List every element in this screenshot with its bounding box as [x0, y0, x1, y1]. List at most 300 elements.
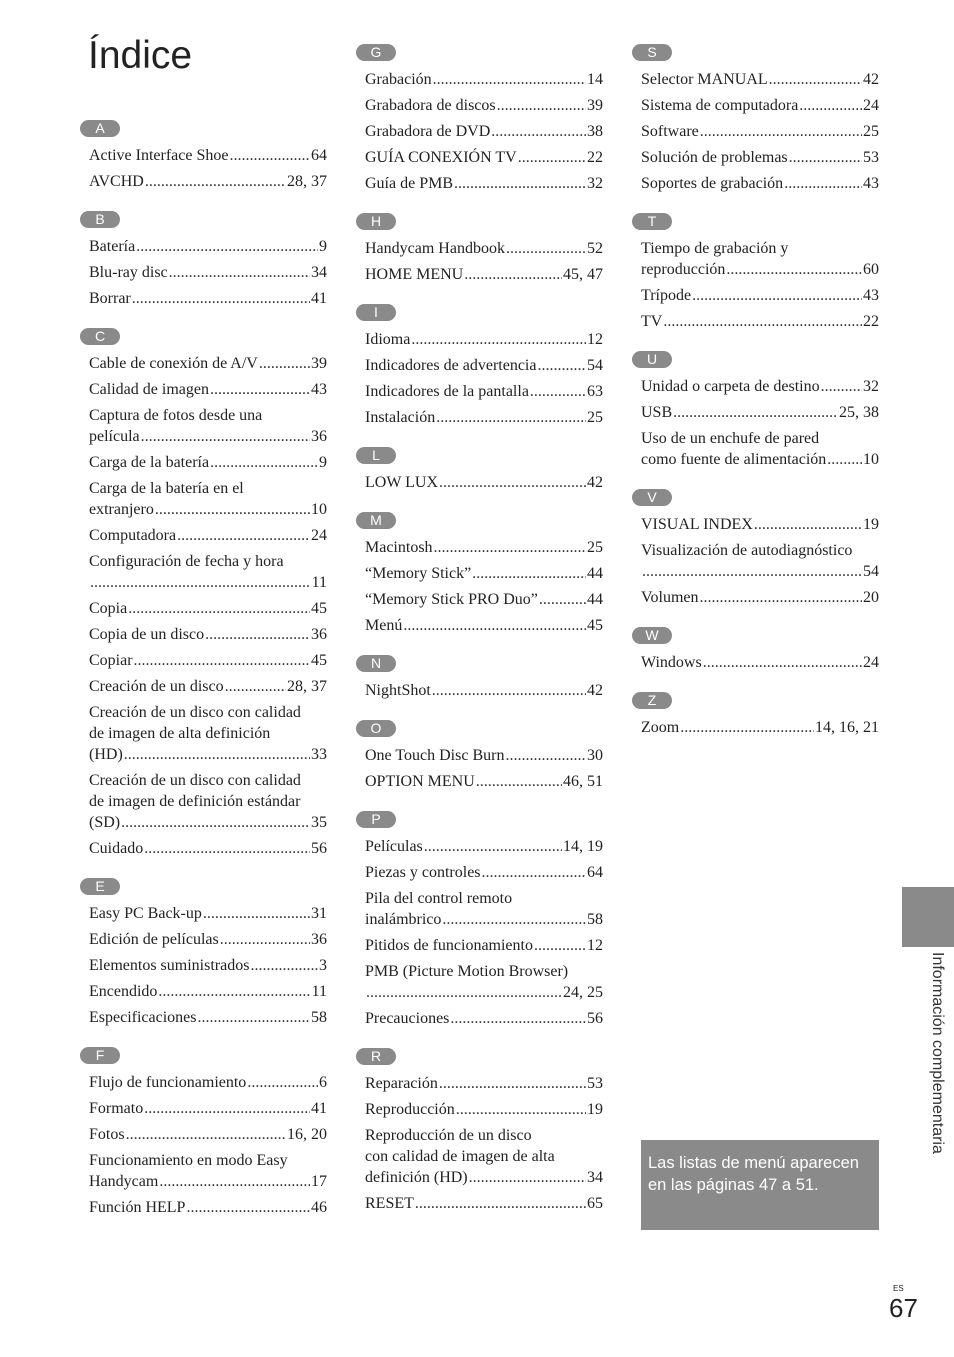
index-entry — [365, 613, 603, 639]
page-number: 67 — [889, 1293, 918, 1323]
index-entry — [365, 1097, 603, 1123]
entry-page-ref: 42 — [587, 682, 603, 699]
entry-line — [89, 145, 327, 166]
dot-leader — [482, 862, 586, 883]
index-entry — [641, 119, 879, 145]
dot-leader — [415, 1193, 586, 1214]
entry-page-ref: 28, 37 — [287, 173, 327, 190]
index-entry — [641, 93, 879, 119]
index-entry — [641, 236, 879, 283]
dot-leader — [663, 311, 862, 332]
entry-text-line: PMB (Picture Motion Browser) — [365, 963, 569, 980]
index-entry — [89, 234, 327, 260]
entry-page-ref: 24 — [863, 97, 879, 114]
entry-text: Indicadores de advertencia — [365, 357, 537, 374]
section-tab-marker — [902, 887, 954, 947]
dot-leader — [247, 1072, 318, 1093]
entry-line — [365, 381, 603, 402]
dot-leader — [537, 355, 586, 376]
entry-line — [641, 173, 879, 194]
entry-line — [365, 589, 603, 610]
index-entry — [89, 169, 327, 195]
dot-leader — [203, 903, 310, 924]
section-letter-badge: R — [356, 1048, 396, 1065]
entry-text: AVCHD — [89, 173, 144, 190]
entry-line — [365, 238, 603, 259]
entry-line — [365, 680, 603, 701]
entry-page-ref: 14 — [587, 71, 603, 88]
index-entry — [89, 549, 327, 596]
dot-leader — [158, 981, 310, 1002]
entry-page-ref: 56 — [311, 840, 327, 857]
entry-line — [365, 173, 603, 194]
section-letter-badge: P — [356, 811, 396, 828]
entry-page-ref: 36 — [311, 428, 327, 445]
entry-line — [89, 452, 327, 473]
entry-text: NightShot — [365, 682, 431, 699]
entry-page-ref: 11 — [311, 983, 327, 1000]
entry-text: Solución de problemas — [641, 149, 788, 166]
entry-line — [365, 472, 603, 493]
entry-page-ref: 52 — [587, 240, 603, 257]
entry-text-line: con calidad de imagen de alta — [365, 1148, 555, 1165]
index-entry — [365, 678, 603, 704]
section-letter-badge: G — [356, 44, 396, 61]
index-entry — [365, 1006, 603, 1032]
dot-leader — [177, 525, 310, 546]
index-entry — [89, 596, 327, 622]
entry-line — [89, 353, 327, 374]
entry-text: Menú — [365, 617, 403, 634]
entry-line — [641, 402, 879, 423]
entry-page-ref: 45 — [311, 600, 327, 617]
entry-line — [89, 929, 327, 950]
section-letter-badge: W — [632, 627, 672, 644]
entry-text: Batería — [89, 238, 136, 255]
entry-page-ref: 43 — [311, 381, 327, 398]
section-letter-badge: L — [356, 447, 396, 464]
dot-leader — [134, 650, 310, 671]
section-letter-badge: S — [632, 44, 672, 61]
entry-page-ref: 11 — [311, 574, 327, 591]
dot-leader — [424, 836, 562, 857]
index-entry — [365, 262, 603, 288]
entry-line — [365, 1193, 603, 1214]
dot-leader — [799, 95, 862, 116]
entry-line — [365, 982, 603, 1003]
dot-leader — [680, 717, 814, 738]
entry-text: Trípode — [641, 287, 692, 304]
entry-page-ref: 14, 16, 21 — [815, 719, 879, 736]
index-entry — [365, 769, 603, 795]
entry-page-ref: 53 — [863, 149, 879, 166]
entry-text: Indicadores de la pantalla — [365, 383, 529, 400]
entry-line — [641, 514, 879, 535]
entry-text: Handycam Handbook — [365, 240, 505, 257]
index-entry — [641, 374, 879, 400]
section-letter-badge: I — [356, 304, 396, 321]
entry-page-ref: 64 — [587, 864, 603, 881]
entry-text: Sistema de computadora — [641, 97, 799, 114]
entry-line — [365, 1008, 603, 1029]
entry-text-line: Carga de la batería en el — [89, 480, 244, 497]
language-code: ES — [893, 1284, 904, 1293]
entry-line — [89, 955, 327, 976]
index-entry — [365, 93, 603, 119]
entry-line — [641, 95, 879, 116]
dot-leader — [539, 589, 586, 610]
entry-text: Borrar — [89, 290, 131, 307]
index-entry — [89, 403, 327, 450]
entry-text: LOW LUX — [365, 474, 439, 491]
entry-text: Handycam — [89, 1173, 159, 1190]
entry-page-ref: 45 — [587, 617, 603, 634]
entry-text: reproducción — [641, 261, 726, 278]
entry-line — [365, 537, 603, 558]
entry-text-line: Configuración de fecha y hora — [89, 553, 284, 570]
entry-line — [365, 355, 603, 376]
entry-text-line: Funcionamiento en modo Easy — [89, 1152, 288, 1169]
entry-line — [89, 1124, 327, 1145]
dot-leader — [699, 587, 862, 608]
entry-text: Easy PC Back-up — [89, 905, 202, 922]
index-entry — [641, 426, 879, 473]
index-entry — [641, 650, 879, 676]
dot-leader — [518, 147, 586, 168]
entry-line — [641, 259, 879, 280]
index-entry — [89, 836, 327, 862]
entry-page-ref: 45, 47 — [563, 266, 603, 283]
entry-page-ref: 22 — [863, 313, 879, 330]
entry-text: Elementos suministrados — [89, 957, 250, 974]
dot-leader — [210, 379, 310, 400]
index-entry — [89, 1096, 327, 1122]
section-letter-badge: T — [632, 213, 672, 230]
entry-line — [365, 771, 603, 792]
entry-page-ref: 30 — [587, 747, 603, 764]
index-entry — [641, 512, 879, 538]
dot-leader — [210, 452, 318, 473]
dot-leader — [456, 1099, 586, 1120]
index-entry — [89, 450, 327, 476]
index-section-a — [80, 120, 327, 195]
entry-page-ref: 54 — [587, 357, 603, 374]
entry-text: Blu-ray disc — [89, 264, 168, 281]
entry-page-ref: 60 — [863, 261, 879, 278]
section-letter-badge: C — [80, 328, 120, 345]
dot-leader — [476, 771, 562, 792]
entry-page-ref: 9 — [319, 238, 327, 255]
entry-line — [89, 1171, 327, 1192]
dot-leader — [673, 402, 838, 423]
entry-text: (SD) — [89, 814, 121, 831]
dot-leader — [497, 95, 586, 116]
dot-leader — [121, 812, 310, 833]
entry-text: Reproducción — [365, 1101, 455, 1118]
entry-text: GUÍA CONEXIÓN TV — [365, 149, 517, 166]
index-entry — [365, 1071, 603, 1097]
entry-line — [641, 561, 879, 582]
dot-leader — [505, 745, 586, 766]
entry-text: Reparación — [365, 1075, 438, 1092]
entry-page-ref: 46 — [311, 1199, 327, 1216]
entry-page-ref: 20 — [863, 589, 879, 606]
index-entry — [641, 309, 879, 335]
dot-leader — [90, 572, 311, 593]
entry-page-ref: 42 — [863, 71, 879, 88]
dot-leader — [692, 285, 862, 306]
entry-text: Función HELP — [89, 1199, 186, 1216]
dot-leader — [726, 259, 862, 280]
index-entry — [365, 933, 603, 959]
dot-leader — [250, 955, 318, 976]
dot-leader — [136, 236, 318, 257]
entry-line — [365, 862, 603, 883]
entry-page-ref: 36 — [311, 626, 327, 643]
dot-leader — [366, 982, 562, 1003]
index-column-2 — [356, 44, 603, 1233]
index-entry — [365, 119, 603, 145]
entry-page-ref: 42 — [587, 474, 603, 491]
entry-text: HOME MENU — [365, 266, 464, 283]
entry-line — [641, 449, 879, 470]
index-entry — [641, 538, 879, 585]
entry-text: película — [89, 428, 140, 445]
index-section-g — [356, 44, 603, 197]
index-entry — [365, 145, 603, 171]
index-entry — [365, 470, 603, 496]
index-entry — [641, 400, 879, 426]
entry-page-ref: 19 — [587, 1101, 603, 1118]
entry-page-ref: 44 — [587, 591, 603, 608]
entry-text: Películas — [365, 838, 423, 855]
entry-line — [89, 744, 327, 765]
dot-leader — [145, 171, 286, 192]
entry-text: Carga de la batería — [89, 454, 210, 471]
dot-leader — [703, 652, 862, 673]
entry-line — [641, 587, 879, 608]
dot-leader — [126, 1124, 286, 1145]
entry-text: Pitidos de funcionamiento — [365, 937, 533, 954]
index-entry — [365, 860, 603, 886]
entry-text: Edición de películas — [89, 931, 219, 948]
entry-line — [89, 379, 327, 400]
dot-leader — [469, 1167, 586, 1188]
section-letter-badge: M — [356, 512, 396, 529]
dot-leader — [472, 563, 586, 584]
dot-leader — [432, 680, 586, 701]
index-section-f — [80, 1047, 327, 1221]
entry-line — [89, 1098, 327, 1119]
entry-page-ref: 39 — [587, 97, 603, 114]
entry-page-ref: 58 — [311, 1009, 327, 1026]
dot-leader — [144, 838, 310, 859]
dot-leader — [439, 1073, 586, 1094]
dot-leader — [530, 381, 586, 402]
index-entry — [365, 236, 603, 262]
entry-line — [641, 652, 879, 673]
index-section-u — [632, 351, 879, 473]
entry-text: Soportes de grabación — [641, 175, 784, 192]
entry-text: VISUAL INDEX — [641, 516, 753, 533]
entry-line — [365, 69, 603, 90]
dot-leader — [229, 145, 310, 166]
section-letter-badge: O — [356, 720, 396, 737]
entry-line — [89, 1007, 327, 1028]
index-entry — [89, 927, 327, 953]
index-section-z — [632, 692, 879, 741]
dot-leader — [205, 624, 310, 645]
entry-text: inalámbrico — [365, 911, 442, 928]
entry-text: Selector MANUAL — [641, 71, 768, 88]
entry-line — [89, 236, 327, 257]
entry-line — [365, 121, 603, 142]
entry-page-ref: 3 — [319, 957, 327, 974]
section-letter-badge: F — [80, 1047, 120, 1064]
entry-page-ref: 25 — [863, 123, 879, 140]
entry-page-ref: 34 — [587, 1169, 603, 1186]
menu-list-note: Las listas de menú aparecen en las páginas 47 a 51. — [641, 1140, 879, 1230]
entry-text: Software — [641, 123, 699, 140]
entry-page-ref: 25 — [587, 409, 603, 426]
index-section-b — [80, 211, 327, 312]
entry-page-ref: 36 — [311, 931, 327, 948]
entry-line — [365, 615, 603, 636]
entry-text: Grabadora de DVD — [365, 123, 491, 140]
entry-page-ref: 45 — [311, 652, 327, 669]
index-section-n — [356, 655, 603, 704]
entry-page-ref: 38 — [587, 123, 603, 140]
entry-line — [365, 1099, 603, 1120]
entry-text-line: Captura de fotos desde una — [89, 407, 263, 424]
index-section-e — [80, 878, 327, 1031]
entry-line — [89, 598, 327, 619]
index-entry — [365, 587, 603, 613]
entry-page-ref: 35 — [311, 814, 327, 831]
entry-page-ref: 24, 25 — [563, 984, 603, 1001]
entry-line — [89, 903, 327, 924]
entry-line — [89, 572, 327, 593]
dot-leader — [186, 1197, 310, 1218]
entry-page-ref: 10 — [311, 501, 327, 518]
entry-page-ref: 63 — [587, 383, 603, 400]
entry-line — [89, 171, 327, 192]
section-letter-badge: V — [632, 489, 672, 506]
entry-text: Formato — [89, 1100, 144, 1117]
index-entry — [365, 535, 603, 561]
section-letter-badge: Z — [632, 692, 672, 709]
entry-page-ref: 24 — [863, 654, 879, 671]
index-section-l — [356, 447, 603, 496]
entry-text: Grabación — [365, 71, 432, 88]
dot-leader — [784, 173, 862, 194]
index-section-m — [356, 512, 603, 639]
entry-text: Copia — [89, 600, 128, 617]
entry-page-ref: 39 — [311, 355, 327, 372]
entry-text: Guía de PMB — [365, 175, 453, 192]
entry-page-ref: 32 — [863, 378, 879, 395]
entry-text: Creación de un disco — [89, 678, 224, 695]
entry-text: extranjero — [89, 501, 154, 518]
entry-page-ref: 25 — [587, 539, 603, 556]
entry-text-line: Uso de un enchufe de pared — [641, 430, 820, 447]
entry-text: Encendido — [89, 983, 158, 1000]
index-entry — [641, 67, 879, 93]
section-letter-badge: U — [632, 351, 672, 368]
dot-leader — [434, 537, 586, 558]
entry-page-ref: 12 — [587, 937, 603, 954]
entry-text: RESET — [365, 1195, 414, 1212]
dot-leader — [155, 499, 310, 520]
dot-leader — [144, 1098, 310, 1119]
section-letter-badge: H — [356, 213, 396, 230]
entry-text: Windows — [641, 654, 702, 671]
entry-line — [89, 981, 327, 1002]
entry-text: definición (HD) — [365, 1169, 468, 1186]
index-entry — [89, 1005, 327, 1031]
entry-line — [365, 329, 603, 350]
entry-text: Macintosh — [365, 539, 433, 556]
index-entry — [365, 1123, 603, 1191]
entry-text: TV — [641, 313, 663, 330]
entry-line — [365, 909, 603, 930]
entry-line — [641, 285, 879, 306]
entry-text: Flujo de funcionamiento — [89, 1074, 247, 1091]
section-letter-badge: N — [356, 655, 396, 672]
index-entry — [641, 715, 879, 741]
index-section-i — [356, 304, 603, 431]
index-entry — [365, 171, 603, 197]
entry-line — [641, 121, 879, 142]
index-column-1 — [80, 120, 327, 1237]
entry-page-ref: 6 — [319, 1074, 327, 1091]
entry-line — [89, 1197, 327, 1218]
entry-text: Computadora — [89, 527, 177, 544]
entry-line — [641, 717, 879, 738]
dot-leader — [159, 1171, 310, 1192]
index-entry — [365, 1191, 603, 1217]
index-section-s — [632, 44, 879, 197]
index-entry — [89, 351, 327, 377]
entry-page-ref: 65 — [587, 1195, 603, 1212]
index-entry — [89, 953, 327, 979]
index-section-o — [356, 720, 603, 795]
entry-line — [365, 264, 603, 285]
entry-text: Active Interface Shoe — [89, 147, 229, 164]
entry-line — [641, 376, 879, 397]
entry-text: Precauciones — [365, 1010, 450, 1027]
entry-text: Calidad de imagen — [89, 381, 209, 398]
dot-leader — [442, 909, 586, 930]
entry-line — [365, 1167, 603, 1188]
entry-line — [641, 69, 879, 90]
index-entry — [641, 145, 879, 171]
entry-text: Unidad o carpeta de destino — [641, 378, 820, 395]
dot-leader — [754, 514, 862, 535]
index-entry — [365, 561, 603, 587]
entry-page-ref: 31 — [311, 905, 327, 922]
page-title: Índice — [88, 34, 193, 77]
entry-page-ref: 54 — [863, 563, 879, 580]
index-section-w — [632, 627, 879, 676]
dot-leader — [534, 935, 586, 956]
index-entry — [365, 353, 603, 379]
index-entry — [365, 834, 603, 860]
dot-leader — [789, 147, 862, 168]
index-entry — [89, 260, 327, 286]
entry-text: Zoom — [641, 719, 680, 736]
entry-text: USB — [641, 404, 673, 421]
